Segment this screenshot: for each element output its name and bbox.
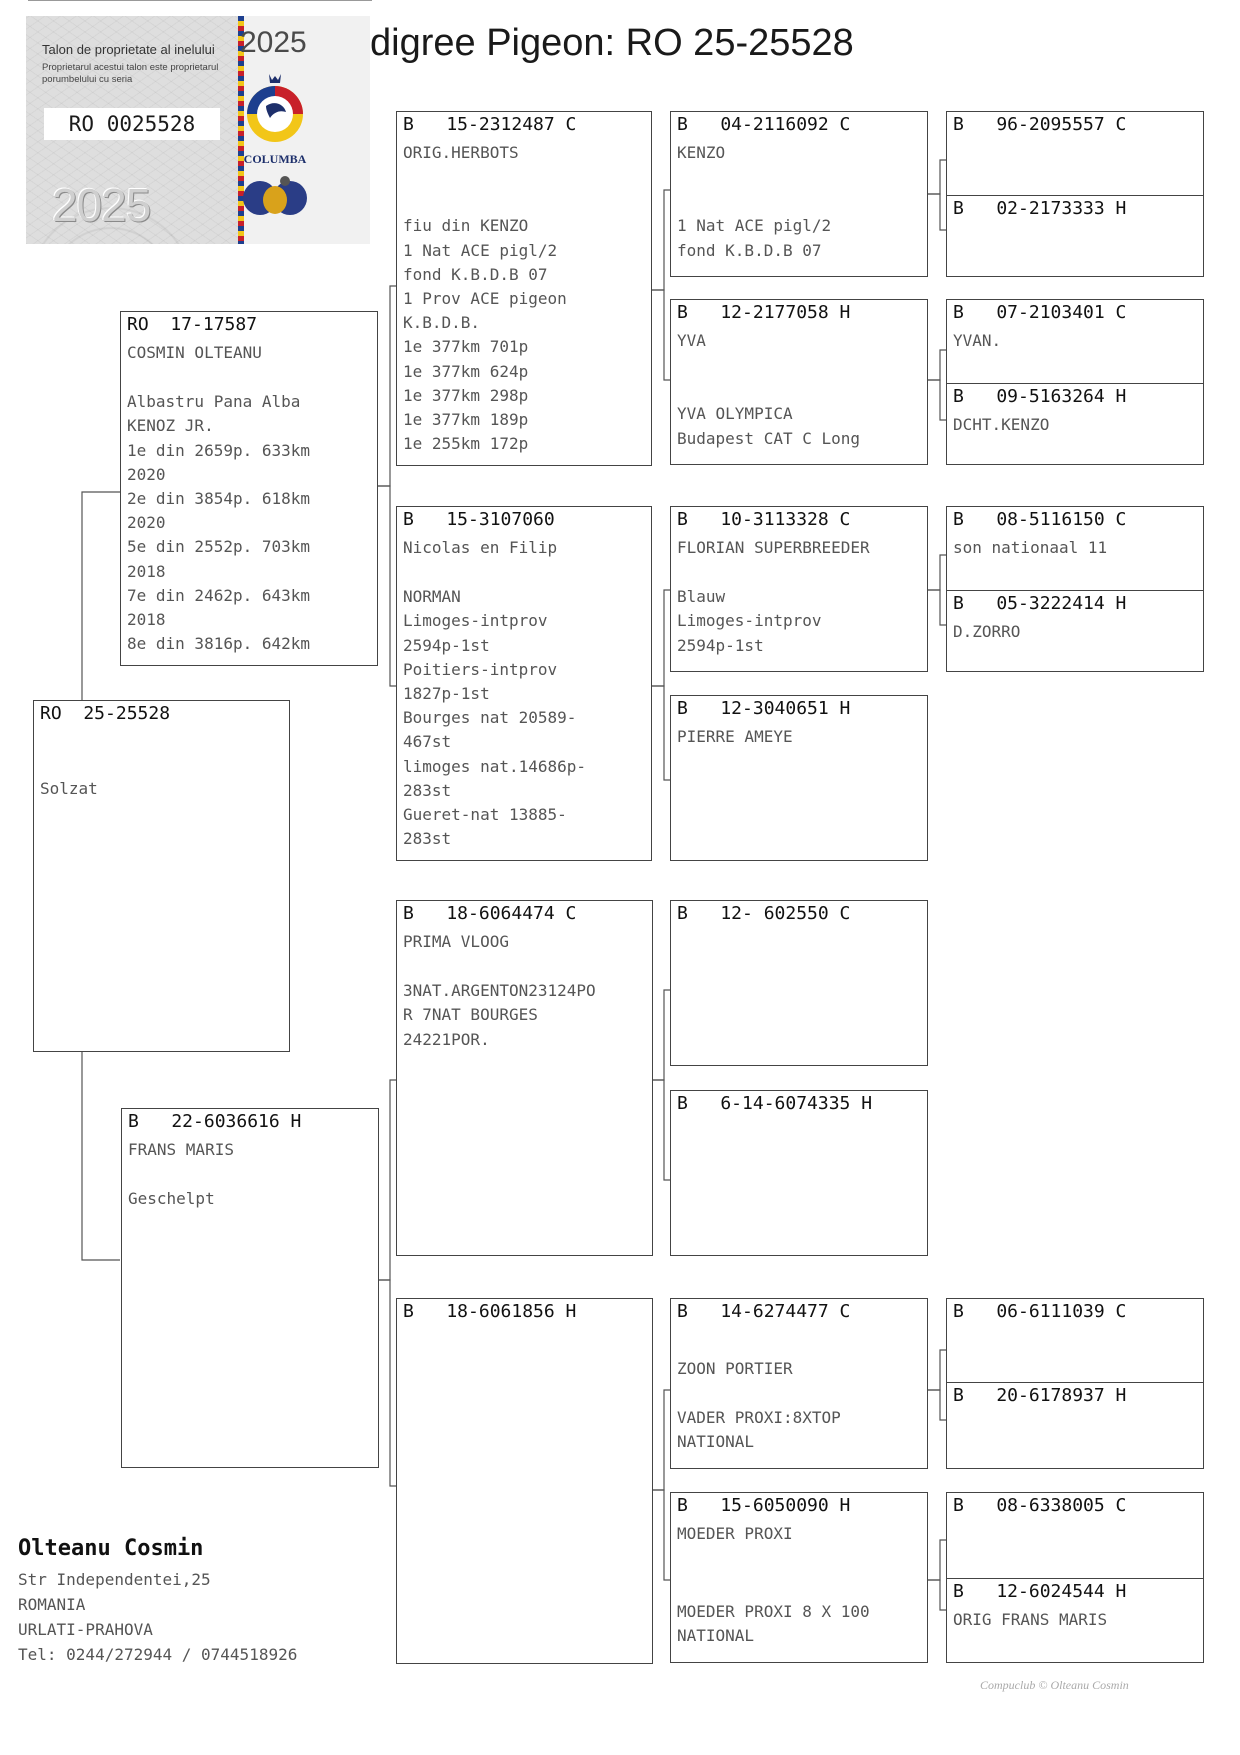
breeder-name: Nicolas en Filip bbox=[403, 538, 558, 557]
owner-street: Str Independentei,25 bbox=[18, 1570, 211, 1589]
card-divider bbox=[947, 195, 1203, 196]
ring-number: B 12-6024544 H bbox=[953, 1581, 1127, 1602]
pigeon-card-sds bbox=[670, 506, 928, 672]
breeder-name: PRIMA VLOOG bbox=[403, 932, 509, 951]
pigeon-card-dam-sire bbox=[396, 900, 653, 1256]
certificate-heading: Talon de proprietate al inelului bbox=[42, 42, 215, 57]
ring-number: B 15-3107060 bbox=[403, 509, 555, 530]
pigeon-card-sdss-sdsd bbox=[946, 506, 1204, 672]
ring-number: B 08-5116150 C bbox=[953, 509, 1127, 530]
breeder-name: son nationaal 11 bbox=[953, 538, 1108, 557]
owner-country: ROMANIA bbox=[18, 1595, 86, 1614]
ring-number: B 18-6061856 H bbox=[403, 1301, 577, 1322]
breeder-name: MOEDER PROXI bbox=[677, 1524, 793, 1543]
pigeon-card-ssd bbox=[670, 299, 928, 465]
breeder-name: PIERRE AMEYE bbox=[677, 727, 793, 746]
ring-number: RO 17-17587 bbox=[127, 314, 258, 335]
ring-number: B 05-3222414 H bbox=[953, 593, 1127, 614]
pigeon-info: ZOON PORTIER VADER PROXI:8XTOP NATIONAL bbox=[677, 1359, 841, 1451]
pigeon-info: 1 Nat ACE pigl/2 fond K.B.D.B 07 bbox=[677, 216, 832, 260]
pigeon-card-dsd bbox=[670, 1090, 928, 1256]
software-credit: Compuclub © Olteanu Cosmin bbox=[980, 1678, 1129, 1692]
pigeon-info: Blauw Limoges-intprov 2594p-1st bbox=[677, 587, 822, 655]
certificate-note: Proprietarul acestui talon este proprietarul porumbelului cu seria bbox=[42, 62, 219, 85]
ring-number: B 22-6036616 H bbox=[128, 1111, 302, 1132]
ring-number: B 08-6338005 C bbox=[953, 1495, 1127, 1516]
owner-name: Olteanu Cosmin bbox=[18, 1536, 204, 1561]
pigeon-info: Albastru Pana Alba KENOZ JR. 1e din 2659p. 633km 2020 2e din 3854p. 618km 2020 5e din 2552p. 703km 2018 7e din 2462p. 643km 2018 8e din 3816p. 642km bbox=[127, 392, 311, 654]
card-divider bbox=[947, 383, 1203, 384]
ring-number: B 14-6274477 C bbox=[677, 1301, 851, 1322]
pigeon-card-dds bbox=[670, 1298, 928, 1469]
breeder-name: KENZO bbox=[677, 143, 726, 162]
breeder-name: DCHT.KENZO bbox=[953, 415, 1050, 434]
pigeon-card-ddd bbox=[670, 1492, 928, 1663]
pigeon-card-dss bbox=[670, 900, 928, 1066]
pigeon-card-dam bbox=[121, 1108, 379, 1468]
ring-number: RO 25-25528 bbox=[40, 703, 171, 724]
pigeon-card-sss bbox=[670, 111, 928, 277]
pigeon-card-sire-sire bbox=[396, 111, 652, 466]
ring-number: B 96-2095557 C bbox=[953, 114, 1127, 135]
card-divider bbox=[947, 1578, 1203, 1579]
pigeon-card-ssss-sssd bbox=[946, 111, 1204, 277]
ring-number: B 12-3040651 H bbox=[677, 698, 851, 719]
owner-phone: Tel: 0244/272944 / 0744518926 bbox=[18, 1645, 298, 1664]
pigeon-info: NORMAN Limoges-intprov 2594p-1st Poitiers-intprov 1827p-1st Bourges nat 20589- 467st limoges nat.14686p- 283st Gueret-nat 13885- 283st bbox=[403, 587, 587, 849]
page-title: digree Pigeon: RO 25-25528 bbox=[370, 22, 854, 64]
breeder-name: D.ZORRO bbox=[953, 622, 1021, 641]
card-divider bbox=[947, 590, 1203, 591]
pigeon-info: YVA OLYMPICA Budapest CAT C Long bbox=[677, 404, 861, 448]
card-divider bbox=[947, 1382, 1203, 1383]
pigeon-card-ddss-ddsd bbox=[946, 1298, 1204, 1469]
certificate-year-embossed: 2025 bbox=[52, 179, 151, 231]
ring-number: B 02-2173333 H bbox=[953, 198, 1127, 219]
pigeon-color: Solzat bbox=[40, 779, 98, 798]
ring-number: B 20-6178937 H bbox=[953, 1385, 1127, 1406]
breeder-name: YVA bbox=[677, 331, 706, 350]
pigeon-card-sire bbox=[120, 311, 378, 666]
ring-number: B 12- 602550 C bbox=[677, 903, 851, 924]
pigeon-card-subject bbox=[33, 700, 290, 1052]
breeder-name: ORIG.HERBOTS bbox=[403, 143, 519, 162]
ring-number: B 10-3113328 C bbox=[677, 509, 851, 530]
ring-number: B 09-5163264 H bbox=[953, 386, 1127, 407]
breeder-name: FRANS MARIS bbox=[128, 1140, 234, 1159]
pigeon-info: 3NAT.ARGENTON23124PO R 7NAT BOURGES 24221POR. bbox=[403, 981, 596, 1049]
ring-number: B 06-6111039 C bbox=[953, 1301, 1127, 1322]
ring-number: B 12-2177058 H bbox=[677, 302, 851, 323]
ring-number: B 04-2116092 C bbox=[677, 114, 851, 135]
ring-number: B 15-2312487 C bbox=[403, 114, 577, 135]
certificate-year: 2025 bbox=[240, 26, 307, 59]
pigeon-card-sire-dam bbox=[396, 506, 652, 861]
columba-label: COLUMBA bbox=[243, 152, 307, 166]
pigeon-card-ssds-ssdd bbox=[946, 299, 1204, 465]
pigeon-card-dam-dam bbox=[396, 1298, 653, 1664]
certificate-ring-number: RO 0025528 bbox=[44, 108, 220, 140]
breeder-name: YVAN. bbox=[953, 331, 1002, 350]
ring-number: B 18-6064474 C bbox=[403, 903, 577, 924]
owner-city: URLATI-PRAHOVA bbox=[18, 1620, 153, 1639]
pigeon-info: MOEDER PROXI 8 X 100 NATIONAL bbox=[677, 1601, 870, 1645]
breeder-name: COSMIN OLTEANU bbox=[127, 343, 262, 362]
ring-number: B 07-2103401 C bbox=[953, 302, 1127, 323]
breeder-name: FLORIAN SUPERBREEDER bbox=[677, 538, 870, 557]
ring-number: B 6-14-6074335 H bbox=[677, 1093, 873, 1114]
pigeon-info: Geschelpt bbox=[128, 1189, 215, 1209]
breeder-name: ORIG FRANS MARIS bbox=[953, 1610, 1108, 1629]
pigeon-card-sdd bbox=[670, 695, 928, 861]
pigeon-card-ddds-dddd bbox=[946, 1492, 1204, 1663]
pigeon-info: fiu din KENZO 1 Nat ACE pigl/2 fond K.B.D.B 07 1 Prov ACE pigeon K.B.D.B. 1e 377km 701p 1e 377km 624p 1e 377km 298p 1e 377km 189p 1e 255km 172p bbox=[403, 216, 567, 454]
ring-number: B 15-6050090 H bbox=[677, 1495, 851, 1516]
